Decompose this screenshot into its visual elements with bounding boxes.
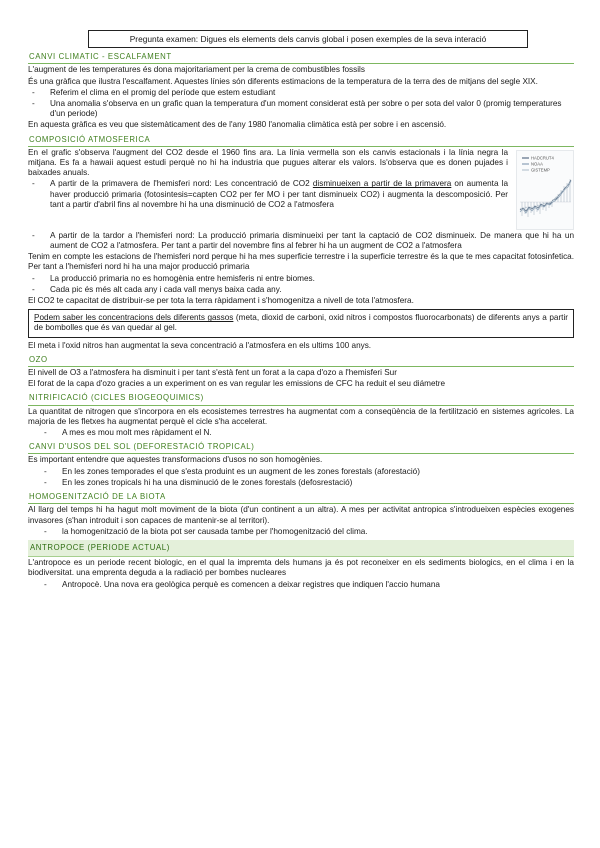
section-title-usos-del-sol: CANVI D'USOS DEL SOL (DEFORESTACIÓ TROPICAL) <box>28 441 574 454</box>
paragraph: En aquesta gràfica es veu que sistemàticament des de l'any 1980 l'anomalia climàtica està per sobre i en ascensió. <box>28 120 447 130</box>
exam-question: Pregunta examen: Digues els elements dels canvis global i posen exemples de la seva interació <box>88 30 528 48</box>
paragraph: El forat de la capa d'ozo gracies a un experiment on es van regular les emissions de CFC ha reduit el seu diámetre <box>28 379 446 389</box>
underlined-text: disminueixen a partir de la primavera <box>312 179 452 189</box>
text-with-figure <box>28 147 574 230</box>
paragraph: El nivell de O3 a l'atmosfera ha disminuit i per tant s'està fent un forat a la capa d'ozo a l'hemisferi Sur <box>28 368 397 378</box>
bullet-list <box>28 88 574 120</box>
paragraph: El meta i l'oxid nitros han augmentat la seva concentració a l'atmosfera en els ultims 100 anys. <box>28 340 372 350</box>
legend-entry-2: NOAA <box>531 161 543 167</box>
section-title-homogenitzacio: HOMOGENITZACIÓ DE LA BIOTA <box>28 491 574 504</box>
list-item: - En les zones tropicals hi ha una disminució de le zones forestals (defosrestació) <box>28 478 574 488</box>
paragraph: La quantitat de nitrogen que s'incorpora en els ecosistemes terrestres ha augmentat com a conseqüència de la fertilització en sistemes agricoles. La majoria de les fletxes ha augmentat perquè el cicle s'ha accelerat. <box>28 406 574 426</box>
list-item: - la homogenització de la biota pot ser causada tambe per l'homogenització del clima. <box>28 527 574 537</box>
figure-graphic <box>516 150 574 230</box>
document-page <box>28 30 574 591</box>
highlight-box: Podem saber les concentracions dels diferents gassos (meta, dioxid de carboni, oxid nitros i compostos fluorocarbonats) de diferents anys a partir de bombolles que és van quedar al gel. <box>28 309 574 337</box>
underlined-text: Podem saber les concentracions dels diferents gassos <box>34 313 234 323</box>
paragraph: L'antropoce es un periode recent biologic, en el qual la impremta dels humans ja és pot reconeixer en els sediments biologics, en el clima i en la biodiversitat. una emprenta deguda a la radiació per bombes nucleares <box>28 558 574 578</box>
paragraph: El CO2 te capacitat de distribuir-se per tota la terra ràpidament i s'homogenitza a nivell de tota l'atmosfera. <box>28 296 414 306</box>
list-item: - En les zones temporades el que s'esta produint es un augment de les zones forestals (aforestació) <box>28 467 574 477</box>
bullet-list <box>28 428 574 438</box>
paragraph: Al llarg del temps hi ha hagut molt moviment de la biota (d'un continent a un altra). A mes per activitat antropica s'introdueixen espècies exogenes invasores (s'han introduit i son capaces de mantenir-se al territori). <box>28 505 574 525</box>
list-item: - A partir de la primavera de l'hemisferi nord: Les concentració de CO2 disminueixen a partir de la primavera on aumenta la haver producció primaria (fotosintesis=capten CO2 per fer MO i per tant disminueix CO2) i augmenta la descomposició. Per tant a partir d'abril fins al novembre hi ha una disminució de CO2 a l'atmosfera <box>28 179 508 210</box>
legend-entry-3: GISTEMP <box>531 167 550 173</box>
section-title-ozo: OZO <box>28 354 574 367</box>
list-item: - A partir de la tardor a l'hemisferi nord: La producció primaria disminueixi per tant la captació de CO2 disminueix. De manera que hi ha un aument de CO2 a l'atmosfera. Per tant a partir del novembre fins al febrer hi ha un augment de CO2 a l'atmosfera <box>28 231 574 251</box>
list-item: - Antropocè. Una nova era geològica perquè es comencen a deixar registres que indiquen l'accio humana <box>28 580 574 590</box>
list-item: - La producció primaria no es homogènia entre hemisferis ni entre biomes. <box>28 274 574 284</box>
section-title-nitrificacio: NITRIFICACIÓ (CICLES BIOGEOQUIMICS) <box>28 392 574 405</box>
paragraph: És una gràfica que ilustra l'escalfament. Aquestes línies són diferents estimacions de la temperatura de la terra des de mitjans del segle XIX. <box>28 76 538 86</box>
list-item: - Referim el clima en el promig del període que estem estudiant <box>28 88 574 98</box>
bullet-list <box>28 274 574 295</box>
section-title-antropoce: ANTROPOCE (PERIODE ACTUAL) <box>28 540 574 557</box>
bullet-list <box>28 467 574 488</box>
legend-entry-1: HADCRUT4 <box>531 155 554 161</box>
list-item: - Una anomalia s'observa en un grafic quan la temperatura d'un moment considerat està per sobre o per sota del valor 0 (promig temperatures d'un periode) <box>28 99 574 119</box>
bullet-list <box>28 580 574 590</box>
paragraph: Es important entendre que aquestes transformacions d'usos no son homogènies. <box>28 455 323 465</box>
bullet-list <box>28 231 574 251</box>
section-title-canvi-climatic: CANVI CLIMATIC - ESCALFAMENT <box>28 51 574 64</box>
paragraph: En el grafic s'observa l'augment del CO2 desde el 1960 fins ara. La línia vermella son els canvis estacionals i la línia negra la mitjana. Es fa a hawaii aquest estudi perquè no hi ha industria que pugues alterar els valors. Is'observa que es donen pujades i baixades anuals. <box>28 147 508 178</box>
bullet-list <box>28 527 574 537</box>
list-item: - Cada pic és més alt cada any i cada vall menys baixa cada any. <box>28 285 574 295</box>
bullet-list <box>28 179 508 210</box>
paragraph: Tenim en compte les estacions de l'hemisferi nord perque hi ha mes superficie terrestre i la superficie terrestre és la que te mes capacitat fotosinfetica. Per tant a l'hemisferi nord hi ha una major producció primaria <box>28 252 574 272</box>
list-item: - A mes es mou molt mes ràpidament el N. <box>28 428 574 438</box>
temperature-anomaly-figure <box>516 150 574 230</box>
paragraph: L'augment de les temperatures és dona majoritariament per la crema de combustibles fossils <box>28 65 365 75</box>
section-title-composicio: COMPOSICIÓ ATMOSFERICA <box>28 134 574 147</box>
